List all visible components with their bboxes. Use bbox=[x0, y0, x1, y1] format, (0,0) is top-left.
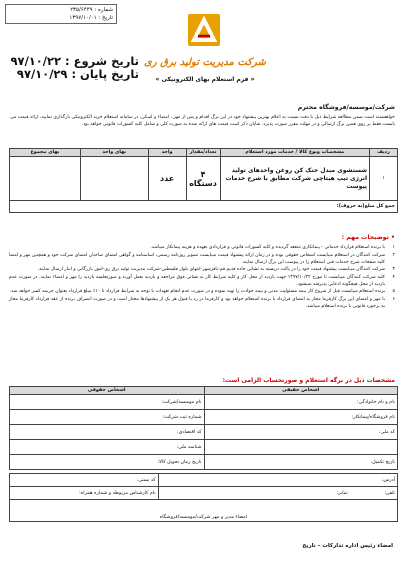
col-row: ردیف bbox=[370, 149, 398, 157]
notes-title: • توضیحات مهم : bbox=[341, 234, 395, 241]
company-signature-field[interactable]: امضاء مدیر و مهر شرکت/موسسه/فروشگاه bbox=[10, 500, 398, 522]
full-name-field[interactable]: نام و نام خانوادگی: bbox=[204, 395, 398, 410]
company-logo-icon bbox=[182, 12, 226, 50]
table-row bbox=[10, 487, 398, 500]
representative-field[interactable]: نام کارشناس مربوطه و شماره همراه: bbox=[10, 487, 159, 500]
table-row bbox=[10, 410, 398, 425]
start-date: تاریخ شروع : ۹۷/۱۰/۲۲ bbox=[10, 54, 139, 68]
reference-box bbox=[5, 4, 117, 24]
registration-number-field[interactable]: شماره ثبت شرکت: bbox=[10, 410, 205, 425]
procurement-signature: امضاء رئیس اداره تدارکات – تاریخ bbox=[302, 543, 393, 549]
spec-table bbox=[9, 386, 398, 470]
unit-price-field[interactable] bbox=[80, 157, 148, 201]
spec-header-row bbox=[10, 387, 398, 395]
total-row bbox=[10, 201, 398, 213]
items-table bbox=[9, 148, 398, 213]
list-item: ۳ شرکت کنندگان میبایست پیشنهاد قیمت خود را در پاکت دربسته به نشانی جاده قدیم قم-باقرشهر-انتهای بلوار فلسطین-شرکت مدیریت تولید برق ری-امور بازرگانی و انبار ارسال نمایند. bbox=[37, 267, 395, 272]
intro-text: خواهشمند است ضمن مطالعه شرایط ذیل با دقت نسبت به اعلام بهترین پیشنهاد خود در این برگ اقدام و پس از مهر ، امضاء و اسکن، در سامانه استعلام خرید الکترونیکی بارگذاری نمایید، ارائه قیمت می بایست فقط بر روی همین برگ ارسالی و در مهلت مقرر صورت پذیرد. شایان ذکر است قیمت های ارائه شده به صورت کلی و شامل کلیه کسورات قانونی خواهد بود. bbox=[10, 115, 395, 127]
item-description: شستشوی مبدل خنک کن روغن واحدهای تولید انرژی تیپ هیتاچی شرکت مطابق با شرح خدمات پیوست bbox=[220, 157, 370, 201]
table-row bbox=[10, 500, 398, 522]
address-field[interactable]: آدرس: bbox=[158, 474, 397, 487]
list-item: ۴ کلیه شرکت کنندگان میبایست تا مورخ ۱۳۹۷/۱۰/۲۲ جهت بازدید از محل کار و کلیه شرایط کار به نشانی فوق مراجعه و بازدید بعمل آورند و صورتجلسه بازدید را مهر و امضاء نمایند. در صورت عدم بازدید از محل هیچگونه ادعایی پذیرفته نمیشود. bbox=[9, 274, 395, 287]
col-unit: واحد bbox=[148, 149, 186, 157]
list-item: ۲ شرکت کنندگان در استعلام میبایست اشخاص حقوقی بوده و در زمان ارائه پیشنهاد قیمت میبایست تصویر روزنامه رسمی، اساسنامه و گواهی امضای صاحبان امضای شرکت خود و همچنین مهر و امضا کلیه صفحات شرح خدمات فنی استعلام را در پیوست این برگ ارسال نمایند. bbox=[9, 252, 395, 265]
item-unit: عدد bbox=[148, 157, 186, 201]
postal-code-field[interactable]: کد پستی: bbox=[10, 474, 159, 487]
completion-date-field[interactable]: تاریخ تکمیل: bbox=[204, 455, 398, 470]
end-date: تاریخ پایان : ۹۷/۱۰/۲۹ bbox=[16, 67, 139, 81]
contact-table bbox=[9, 473, 398, 522]
item-quantity: ۴ دستگاه bbox=[186, 157, 220, 201]
reference-number: شماره : ۲۳۵/۶۴۴۹ bbox=[70, 7, 113, 13]
national-code-field[interactable]: کد ملی: bbox=[204, 425, 398, 440]
header bbox=[0, 0, 407, 100]
items-header-row bbox=[10, 149, 398, 157]
phone-field[interactable]: تلفن: نمابر: bbox=[158, 487, 397, 500]
col-real-persons: اشخاص حقیقی bbox=[204, 387, 398, 395]
company-name: شرکت مدیریت تولید برق ری bbox=[144, 57, 266, 68]
list-item: ۱ با برنده استعلام قرارداد خدماتی - پیمانکاری منعقد گردیده و کلیه کسورات قانونی و قراردادی بعهده و هزینه پیمانکار میباشد. bbox=[150, 245, 395, 250]
national-id-field[interactable]: شناسه ملی: bbox=[10, 440, 205, 455]
notes-list bbox=[9, 244, 395, 310]
table-row bbox=[10, 395, 398, 410]
row-number: ۱ bbox=[370, 157, 398, 201]
table-row bbox=[10, 425, 398, 440]
table-row bbox=[10, 474, 398, 487]
table-row bbox=[10, 440, 398, 455]
addressee: شرکت/موسسه/فروشگاه محترم bbox=[297, 104, 395, 111]
empty-field[interactable] bbox=[204, 440, 398, 455]
shop-name-field[interactable]: نام فروشگاه/پیمانکار: bbox=[204, 410, 398, 425]
form-title: « فرم استعلام بهای الکترونیکی » bbox=[155, 76, 255, 83]
list-item: ۵ برنده استعلام میبایست قبل از شروع کار بیمه مسئولیت مدنی و بیمه حوادث را تهیه نموده و در صورت عدم انجام تعهدات با توجه به شرایط قرارداد تا ۱۰٪ مبلغ قرارداد بعنوان جریمه کسر خواهد شد. bbox=[9, 289, 395, 294]
reference-date: تاریخ : ۱۳۹۷/۱۰/۰۱ bbox=[69, 15, 113, 21]
col-quantity: تعداد/مقدار bbox=[186, 149, 220, 157]
table-row bbox=[10, 157, 398, 201]
total-in-words-label[interactable]: جمع کل مبلغ(به حروف): bbox=[10, 201, 398, 213]
company-name-field[interactable]: نام موسسه/شرکت: bbox=[10, 395, 205, 410]
economic-code-field[interactable]: کد اقتصادی: bbox=[10, 425, 205, 440]
col-description: مشخصات ونوع کالا / خدمات مورد استعلام bbox=[220, 149, 370, 157]
total-price-field[interactable] bbox=[10, 157, 81, 201]
col-legal-persons: اشخاص حقوقی bbox=[10, 387, 205, 395]
deadline-dates bbox=[4, 55, 139, 81]
table-row bbox=[10, 455, 398, 470]
col-total: بهای مجموع bbox=[10, 149, 81, 157]
spec-title: مشخصات ذیل در برگه استعلام و صورتحساب الزامی است: bbox=[222, 377, 395, 384]
list-item: ۶ با مهر و امضای این برگ کارفرما مجاز به امضای قرارداد با برنده استعلام خواهد بود و کارفرما در رد یا قبول هر یک از پیشنهادها مختار است و در صورت انصراف برنده از عقد قرارداد کارفرما مجاز به برخورد قانونی با برنده استعلام میباشد. bbox=[9, 296, 395, 309]
delivery-date-field[interactable]: تاریخ زمان تحویل کالا: bbox=[10, 455, 205, 470]
col-unit-price: بهای واحد bbox=[80, 149, 148, 157]
